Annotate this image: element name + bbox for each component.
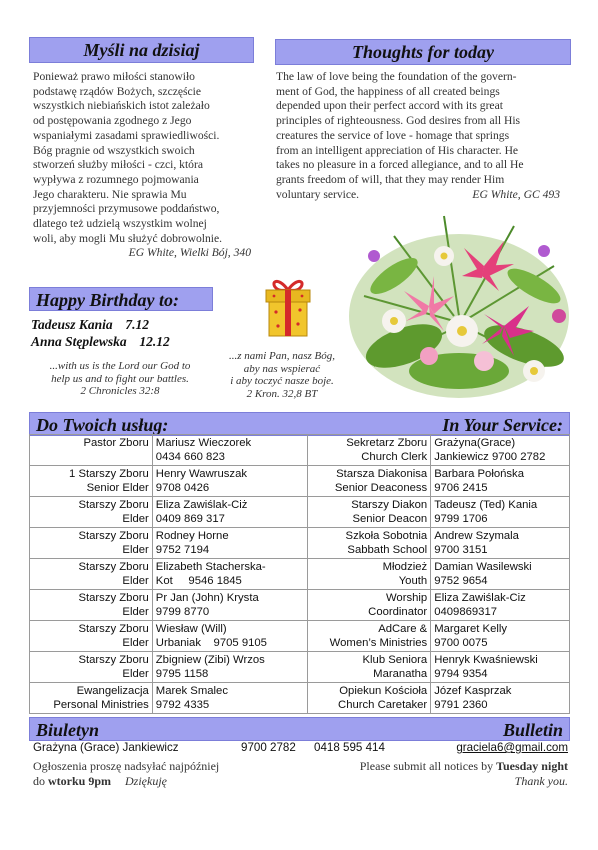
text-line: stworzeń służby miłości - czci, która (33, 158, 203, 172)
service-title-en: In Your Service: (442, 415, 563, 435)
person-line: 9752 9654 (434, 575, 488, 587)
role-line: Starszy Zboru (78, 561, 149, 573)
text-line: przyjemności przymusowe poddaństwo, (33, 202, 220, 216)
text-line: woli, aby mogli Mu służyć dobrowolnie. (33, 231, 223, 245)
table-row (30, 590, 570, 621)
thoughts-pl-header (29, 37, 254, 63)
role-line: Senior Elder (86, 482, 149, 494)
service-header (29, 412, 570, 436)
person-cell (152, 683, 308, 714)
role-cell (30, 652, 153, 683)
person-cell (431, 621, 570, 652)
person-line: Rodney Horne (155, 530, 229, 542)
role-cell (308, 466, 431, 497)
person-line: Zbigniew (Zibi) Wrzos (155, 654, 265, 666)
role-line: Starszy Zboru (78, 654, 149, 666)
service-table (29, 434, 570, 714)
text-line: ment of God, the happiness of all created beings (276, 84, 500, 98)
note-line (300, 759, 568, 774)
note-line: Ogłoszenia proszę nadsyłać najpóźniej (33, 759, 220, 773)
person-line: 9792 4335 (155, 699, 210, 711)
note-thanks: Thank you. (514, 774, 568, 788)
person-line: Marek Smalec (155, 685, 228, 697)
thoughts-en-title: Thoughts for today (351, 42, 495, 62)
person-cell (431, 652, 570, 683)
birthday-header (29, 287, 213, 311)
person-line: Eliza Zawiślak-Ciz (434, 592, 526, 604)
person-cell (431, 559, 570, 590)
role-cell (308, 590, 431, 621)
role-line: Starszy Diakon (351, 499, 428, 511)
role-line: Worship (385, 592, 428, 604)
role-cell (30, 497, 153, 528)
role-line: Church Caretaker (338, 699, 428, 711)
role-cell (30, 590, 153, 621)
birthday-entry (31, 333, 170, 350)
person-line: Tadeusz (Ted) Kania (434, 499, 538, 511)
person-line: Kot 9546 1845 (155, 575, 242, 587)
person-line: Damian Wasilewski (434, 561, 532, 573)
text-line: principles of righteousness. God desires from all His (276, 114, 521, 128)
text-line: Bóg pragnie od wszystkich swoich (33, 143, 195, 157)
role-cell (308, 652, 431, 683)
bulletin-title-pl: Biuletyn (36, 720, 100, 740)
gift-box-icon (262, 276, 314, 338)
person-line: 9795 1158 (155, 668, 209, 680)
role-line: Młodzież (382, 561, 428, 573)
role-line: Women’s Ministries (329, 637, 428, 649)
verse-line: ...with us is the Lord our God to (49, 360, 191, 372)
thoughts-en-text (276, 70, 572, 202)
text-line: wypływa z rozumnego pojmowania (33, 172, 199, 186)
person-line: 9706 2415 (434, 482, 488, 494)
verse-ref: 2 Kron. 32,8 BT (246, 387, 318, 400)
person-line: Mariusz Wieczorek (155, 437, 252, 449)
person-cell (431, 466, 570, 497)
text-line: wspaniałymi zasadami sprawiedliwości. (33, 128, 220, 142)
role-line: 1 Starszy Zboru (69, 468, 149, 480)
note-deadline: Tuesday night (496, 759, 568, 773)
role-line: Elder (122, 544, 149, 556)
role-cell (30, 559, 153, 590)
role-line: Church Clerk (361, 451, 428, 463)
person-cell (152, 590, 308, 621)
role-line: Youth (398, 575, 428, 587)
person-line: 9752 7194 (155, 544, 210, 556)
role-line: Starszy Zboru (78, 592, 149, 604)
text-line: od postępowania zgodnego z Jego (33, 114, 192, 128)
role-cell (308, 497, 431, 528)
table-row (30, 621, 570, 652)
bulletin-title-en: Bulletin (502, 720, 563, 740)
role-line: Ewangelizacja (76, 685, 149, 697)
person-cell (152, 497, 308, 528)
text-line: voluntary service. (276, 187, 360, 201)
person-line: Elizabeth Stacherska- (155, 561, 266, 573)
flower-bouquet-image (334, 196, 582, 406)
thoughts-pl-text (33, 70, 255, 261)
person-line: Margaret Kelly (434, 623, 508, 635)
birthday-list (31, 316, 170, 350)
person-line: Barbara Połońska (434, 468, 524, 480)
role-line: Opiekun Kościoła (339, 685, 428, 697)
verse-line: ...z nami Pan, nasz Bóg, (228, 350, 336, 362)
role-line: Elder (122, 637, 149, 649)
bulletin-phone-2: 0418 595 414 (314, 741, 385, 754)
text-line: creatures the service of love - homage that springs (276, 128, 510, 142)
role-line: Starszy Zboru (78, 499, 149, 511)
birthday-title: Happy Birthday to: (36, 290, 179, 310)
person-line: 0434 660 823 (155, 451, 225, 463)
table-row (30, 466, 570, 497)
person-cell (152, 652, 308, 683)
person-cell (152, 559, 308, 590)
citation-en: EG White, GC 493 (472, 188, 560, 201)
person-cell (431, 528, 570, 559)
person-cell (431, 497, 570, 528)
note-prefix: do (33, 774, 45, 788)
person-cell (431, 590, 570, 621)
person-line: Urbaniak 9705 9105 (155, 637, 267, 649)
person-cell (431, 683, 570, 714)
role-line: Klub Seniora (362, 654, 428, 666)
role-cell (308, 528, 431, 559)
person-cell (152, 435, 308, 466)
person-line: 9794 9354 (434, 668, 488, 680)
text-line: from an intelligent appreciation of His character. He (276, 143, 519, 157)
text-line: The law of love being the foundation of the govern- (276, 70, 517, 83)
text-line: podstawę rządów Bożych, szczęście (33, 84, 202, 98)
role-line: Szkoła Sobotnia (345, 530, 428, 542)
text-line: grants freedom of will, that they may render Him (276, 172, 505, 186)
thoughts-pl-title: Myśli na dzisiaj (83, 40, 200, 60)
person-line: 9708 0426 (155, 482, 210, 494)
text-line: Jego charakteru. Nie sprawia Mu (33, 187, 187, 201)
thoughts-en-header (275, 39, 571, 65)
role-line: Coordinator (368, 606, 428, 618)
person-line: 9799 1706 (434, 513, 488, 525)
person-line: Wiesław (Will) (155, 623, 227, 635)
person-cell (152, 528, 308, 559)
role-line: Elder (122, 575, 149, 587)
role-line: AdCare & (378, 623, 428, 635)
bulletin-email-link[interactable]: graciela6@gmail.com (456, 741, 568, 754)
role-line: Senior Deacon (352, 513, 428, 525)
role-line: Elder (122, 668, 149, 680)
role-line: Maranatha (373, 668, 428, 680)
person-line: 0409869317 (434, 606, 498, 618)
person-line: Grażyna(Grace) (434, 437, 516, 449)
note-thanks: Dziękuję (125, 774, 167, 788)
note-line (300, 774, 568, 789)
table-row (30, 559, 570, 590)
birthday-entry (31, 316, 170, 333)
text-line: depended upon their perfect accord with its great (276, 99, 503, 113)
role-cell (308, 683, 431, 714)
verse-line: i aby toczyć nasze boje. (230, 375, 334, 387)
role-line: Sabbath School (347, 544, 428, 556)
person-line: Andrew Szymala (434, 530, 519, 542)
person-cell (431, 435, 570, 466)
verse-ref: 2 Chronicles 32:8 (80, 385, 160, 397)
person-line: Pr Jan (John) Krysta (155, 592, 259, 604)
text-line: dlatego też udzielą wszystkim wolnej (33, 217, 207, 231)
birthday-date: 12.12 (139, 334, 170, 349)
role-line: Starszy Zboru (78, 623, 149, 635)
person-line: 9799 8770 (155, 606, 210, 618)
text-line: wszystkich niebiańskich istot zależało (33, 99, 210, 113)
person-line: Józef Kasprzak (434, 685, 512, 697)
note-prefix: Please submit all notices by (359, 759, 494, 773)
role-line: Senior Deaconess (334, 482, 428, 494)
bulletin-phone-1: 9700 2782 (241, 741, 296, 754)
birthday-date: 7.12 (125, 317, 150, 332)
person-line: Jankiewicz 9700 2782 (434, 451, 546, 463)
citation: EG White, Wielki Bój, 340 (128, 246, 251, 260)
person-cell (152, 466, 308, 497)
verse-line: aby nas wspierać (243, 362, 321, 375)
role-line: Starsza Diakonisa (336, 468, 428, 480)
person-cell (152, 621, 308, 652)
role-line: Personal Ministries (53, 699, 149, 711)
role-line: Starszy Zboru (78, 530, 149, 542)
person-line: 9700 3151 (434, 544, 488, 556)
table-row (30, 683, 570, 714)
role-line: Elder (122, 606, 149, 618)
verse-pl (214, 350, 350, 400)
role-line: Sekretarz Zboru (346, 437, 428, 449)
table-row (30, 435, 570, 466)
role-cell (30, 621, 153, 652)
table-row (30, 497, 570, 528)
verse-line: help us and to fight our battles. (51, 372, 189, 385)
role-cell (30, 528, 153, 559)
table-row (30, 652, 570, 683)
role-cell (30, 683, 153, 714)
birthday-name: Tadeusz Kania (31, 317, 113, 332)
birthday-name: Anna Stęplewska (31, 334, 127, 349)
bulletin-note-en (300, 759, 568, 789)
person-line: Henryk Kwaśniewski (434, 654, 538, 666)
text-line: takes no pleasure in a forced allegiance, and to all He (276, 158, 524, 172)
role-cell (30, 466, 153, 497)
person-line: 9700 0075 (434, 637, 488, 649)
note-deadline: wtorku 9pm (48, 774, 112, 788)
table-row (30, 528, 570, 559)
person-line: 0409 869 317 (155, 513, 225, 525)
bulletin-header (29, 717, 570, 741)
role-cell (30, 435, 153, 466)
bulletin-note-pl (33, 759, 293, 789)
role-cell (308, 559, 431, 590)
role-cell (308, 621, 431, 652)
person-line: Eliza Zawiślak-Ciż (155, 499, 248, 511)
text-line: Ponieważ prawo miłości stanowiło (33, 70, 195, 83)
role-line: Pastor Zboru (83, 437, 149, 449)
role-cell (308, 435, 431, 466)
role-line: Elder (122, 513, 149, 525)
person-line: Henry Wawruszak (155, 468, 248, 480)
bulletin-editor: Grażyna (Grace) Jankiewicz (33, 741, 179, 754)
service-title-pl: Do Twoich usług: (36, 415, 169, 435)
note-line (33, 774, 293, 789)
verse-en (28, 360, 212, 398)
person-line: 9791 2360 (434, 699, 488, 711)
